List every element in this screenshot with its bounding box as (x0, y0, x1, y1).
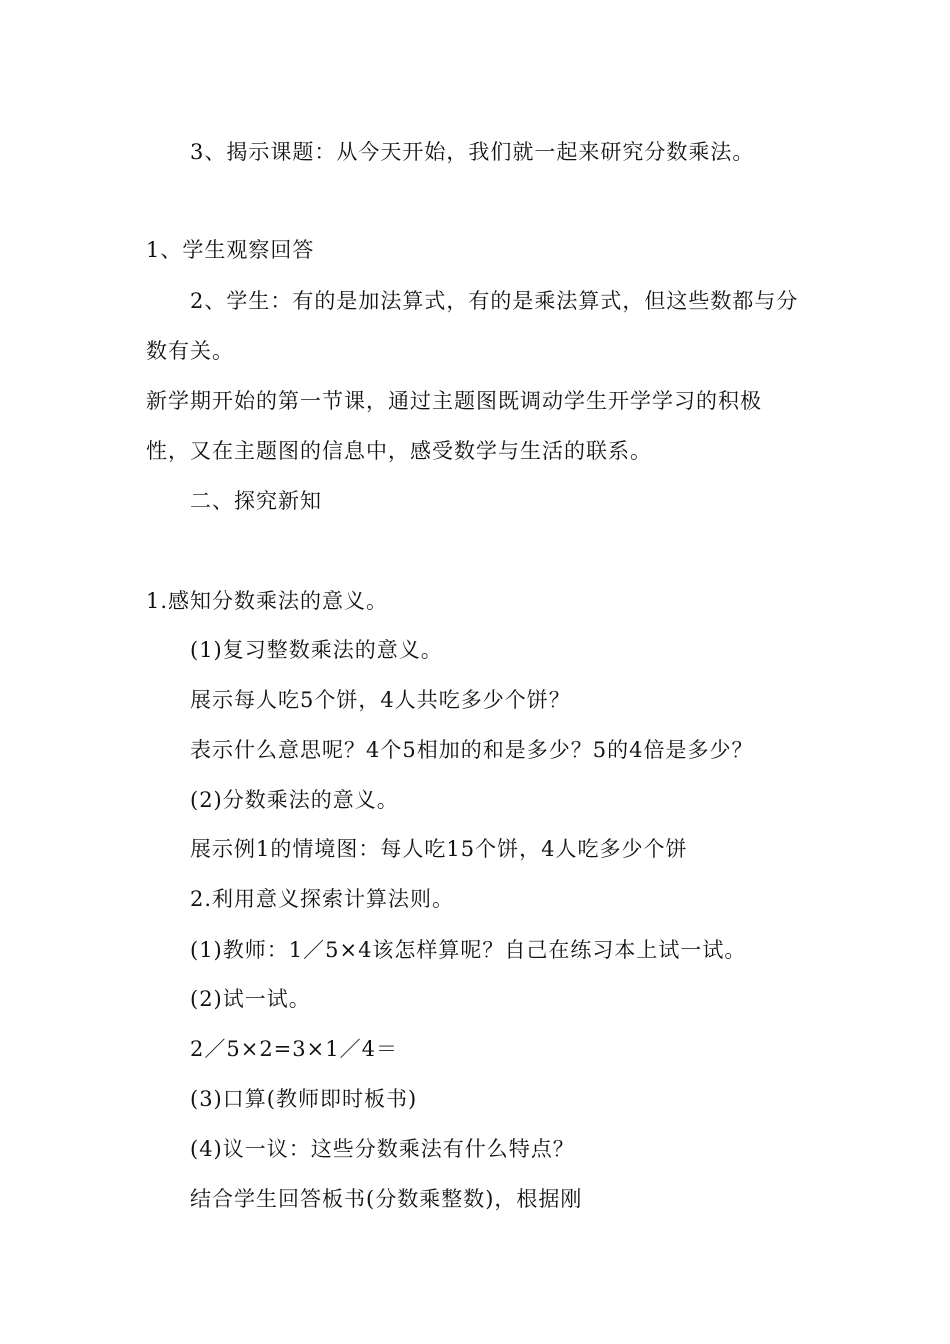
text-line-student-observe: 1、学生观察回答 (146, 238, 315, 262)
text-line-expressions: 2／5×2=3×1／4＝ (190, 1037, 398, 1061)
text-line-student-answer-cont: 数有关。 (146, 339, 234, 363)
text-line-meaning-question: 表示什么意思呢？4个5相加的和是多少？5的4倍是多少？ (190, 738, 754, 762)
text-line-teacher-question: (1)教师：1／5×4该怎样算呢？自己在练习本上试一试。 (190, 938, 747, 962)
text-line-show-cakes: 展示每人吃5个饼，4人共吃多少个饼？ (190, 688, 571, 712)
text-line-explore-rule: 2.利用意义探索计算法则。 (190, 887, 455, 911)
text-line-fraction-meaning: (2)分数乘法的意义。 (190, 788, 399, 812)
text-line-example1: 展示例1的情境图：每人吃15个饼，4人吃多少个饼 (190, 837, 688, 861)
section-heading-explore: 二、探究新知 (190, 489, 322, 513)
text-line-topic: 3、揭示课题：从今天开始，我们就一起来研究分数乘法。 (190, 140, 755, 164)
text-line-board-writing: 结合学生回答板书(分数乘整数)，根据刚 (190, 1187, 583, 1211)
text-line-student-answer: 2、学生：有的是加法算式，有的是乘法算式，但这些数都与分 (190, 289, 799, 313)
text-line-oral-calc: (3)口算(教师即时板书) (190, 1087, 418, 1111)
text-line-design-intent: 新学期开始的第一节课，通过主题图既调动学生开学学习的积极 (146, 389, 762, 413)
text-line-try: (2)试一试。 (190, 987, 311, 1011)
text-line-discuss: (4)议一议：这些分数乘法有什么特点？ (190, 1137, 575, 1161)
text-line-review-integer: (1)复习整数乘法的意义。 (190, 638, 443, 662)
text-line-design-intent-cont: 性，又在主题图的信息中，感受数学与生活的联系。 (146, 439, 652, 463)
text-line-perceive-meaning: 1.感知分数乘法的意义。 (146, 589, 389, 613)
